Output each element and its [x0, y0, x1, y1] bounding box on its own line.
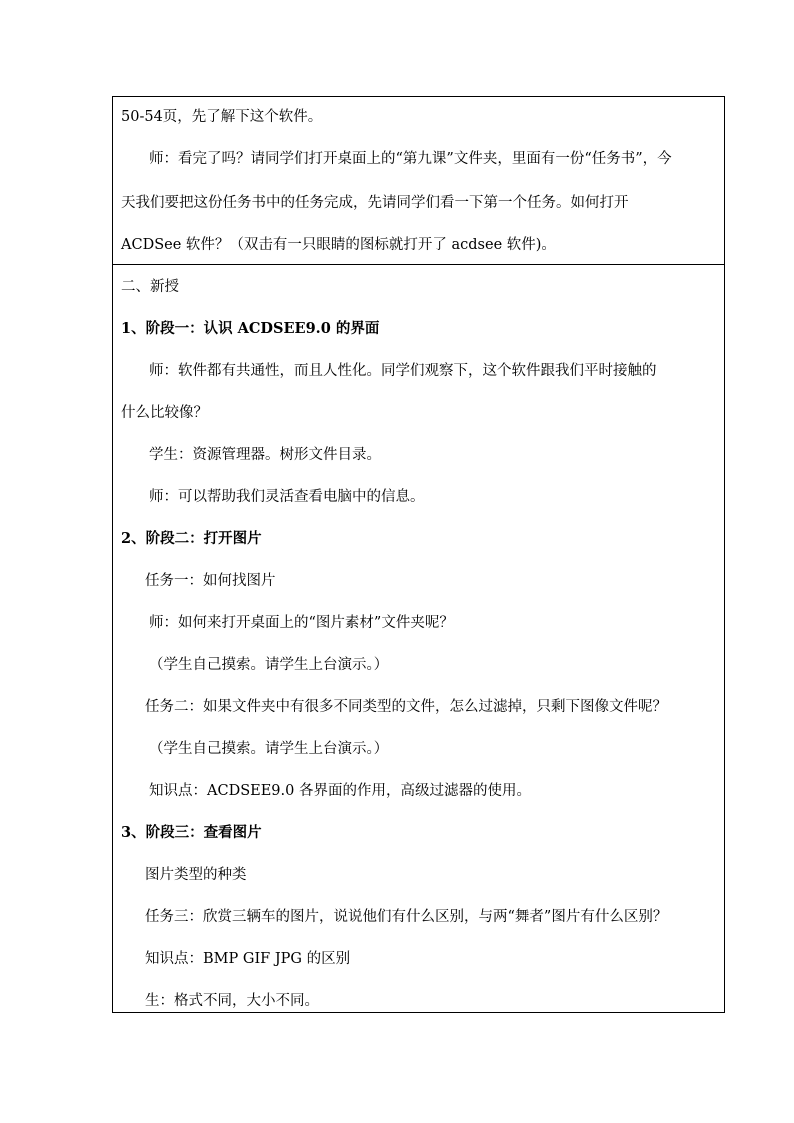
intro-line-2: 师：看完了吗？请同学们打开桌面上的“第九课”文件夹，里面有一份“任务书”，今 — [149, 151, 672, 167]
knowledge-point-1: 知识点：ACDSEE9.0 各界面的作用，高级过滤器的使用。 — [149, 783, 531, 799]
task1-teacher: 师：如何来打开桌面上的“图片素材”文件夹呢？ — [149, 615, 454, 631]
intro-line-1: 50-54页，先了解下这个软件。 — [121, 109, 323, 125]
image-types: 图片类型的种类 — [145, 867, 247, 883]
student-answer: 生：格式不同，大小不同。 — [145, 993, 319, 1009]
task2: 任务二：如果文件夹中有很多不同类型的文件，怎么过滤掉，只剩下图像文件呢？ — [145, 699, 667, 715]
knowledge-point-2: 知识点：BMP GIF JPG 的区别 — [145, 951, 351, 967]
stage3-title: 3、阶段三：查看图片 — [121, 824, 262, 841]
intro-line-3: 天我们要把这份任务书中的任务完成，先请同学们看一下第一个任务。如何打开 — [121, 195, 629, 211]
stage1-title: 1、阶段一：认识 ACDSEE9.0 的界面 — [121, 320, 380, 337]
intro-line-4: ACDSee 软件？（双击有一只眼睛的图标就打开了 acdsee 软件)。 — [121, 237, 556, 253]
task3: 任务三：欣赏三辆车的图片，说说他们有什么区别，与两“舞者”图片有什么区别？ — [145, 909, 668, 925]
task1: 任务一：如何找图片 — [145, 573, 276, 589]
task1-note: （学生自己摸索。请学生上台演示。） — [149, 657, 389, 673]
section-heading: 二、新授 — [121, 279, 179, 295]
stage1-teacher-2: 师：可以帮助我们灵活查看电脑中的信息。 — [149, 489, 425, 505]
stage1-teacher-line-b: 什么比较像？ — [121, 405, 208, 421]
stage1-teacher-line-a: 师：软件都有共通性，而且人性化。同学们观察下，这个软件跟我们平时接触的 — [149, 363, 657, 379]
intro-row — [113, 97, 724, 265]
lesson-plan-table — [112, 96, 725, 1013]
stage2-title: 2、阶段二：打开图片 — [121, 530, 262, 547]
stage1-student: 学生：资源管理器。树形文件目录。 — [149, 447, 381, 463]
task2-note: （学生自己摸索。请学生上台演示。） — [149, 741, 389, 757]
